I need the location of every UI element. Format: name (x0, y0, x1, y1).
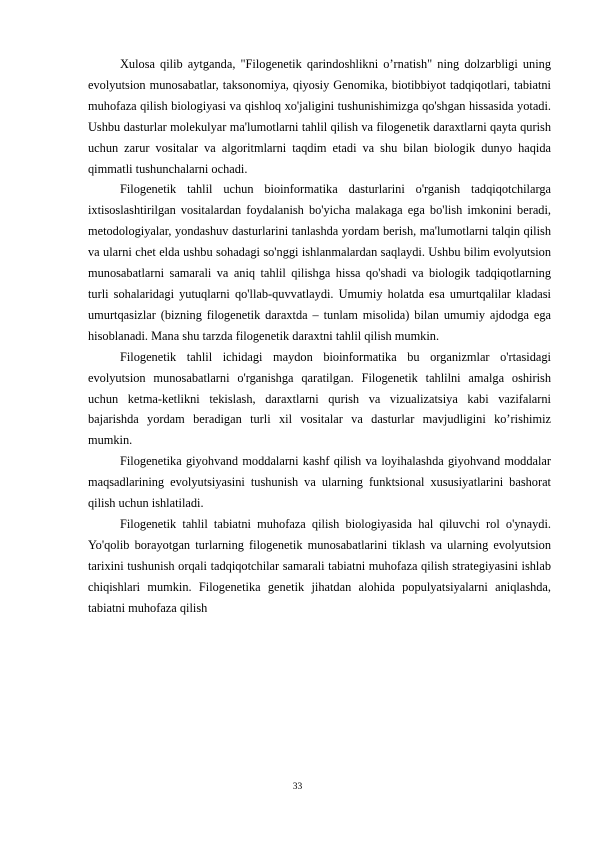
paragraph-2: Filogenetik tahlil uchun bioinformatika dasturlarini o'rganish tadqiqotchilarga ixtisoslashtirilgan vositalardan foydalanish bo'yicha malakaga ega bo'lish imkonini beradi, metodologiyalar, yondashuv dasturlarini tanlashda yordam berish, ma'lumotlarni talqin qilish va ularni chet elda ushbu sohadagi so'nggi ishlanmalardan saqlaydi. Ushbu bilim evolyutsion munosabatlarni samarali va aniq tahlil qilishga hissa qo'shadi va biologik tadqiqotlarning turli sohalaridagi yutuqlarni qo'llab-quvvatlaydi. Umumiy holatda esa umurtqalilar kladasi umurtqasizlar (bizning filogenetik daraxtda – tunlam misolida) bilan umumiy ajdodga ega hisoblanadi. Mana shu tarzda filogenetik daraxtni tahlil qilish mumkin. (88, 182, 551, 343)
paragraph-3: Filogenetik tahlil ichidagi maydon bioinformatika bu organizmlar o'rtasidagi evolyutsion munosabatlarni o'rganishga qaratilgan. Filogenetik tahlilni amalga oshirish uchun ketma-ketlikni tekislash, daraxtlarni qurish va vizualizatsiya kabi vazifalarni bajarishda yordam beradigan turli xil vositalar va dasturlar mavjudligini ko’rishimiz mumkin. (88, 349, 551, 448)
paragraph-5: Filogenetik tahlil tabiatni muhofaza qilish biologiyasida hal qiluvchi rol o'ynaydi. Yo'qolib borayotgan turlarning filogenetik munosabatlarini tiklash va ularning evolyutsion tarixini tushunish orqali tadqiqotchilar samarali tabiatni muhofaza qilish strategiyasini ishlab chiqishlari mumkin. Filogenetika genetik jihatdan alohida populyatsiyalarni aniqlashda, tabiatni muhofaza qilish (88, 516, 551, 615)
paragraph-1: Xulosa qilib aytganda, "Filogenetik qarindoshlikni o’rnatish" ning dolzarbligi uning evolyutsion munosabatlar, taksonomiya, qiyosiy Genomika, biotibbiyot tadqiqotlari, tabiatni muhofaza qilish biologiyasi va qishloq xo'jaligini tushunishimizga qo'shgan hissasida yotadi. Ushbu dasturlar molekulyar ma'lumotlarni tahlil qilish va filogenetik daraxtlarni qayta qurish uchun zarur vositalar va algoritmlarni taqdim etadi va shu bilan biologik dunyo haqida qimmatli tushunchalarni ochadi. (88, 57, 551, 176)
page-number: 33 (292, 782, 303, 792)
page-body (88, 54, 551, 618)
paragraph-4: Filogenetika giyohvand moddalarni kashf qilish va loyihalashda giyohvand moddalar maqsadlarining evolyutsiyasini tushunish va ularning funktsional xususiyatlarini bashorat qilish uchun ishlatiladi. (88, 454, 551, 511)
